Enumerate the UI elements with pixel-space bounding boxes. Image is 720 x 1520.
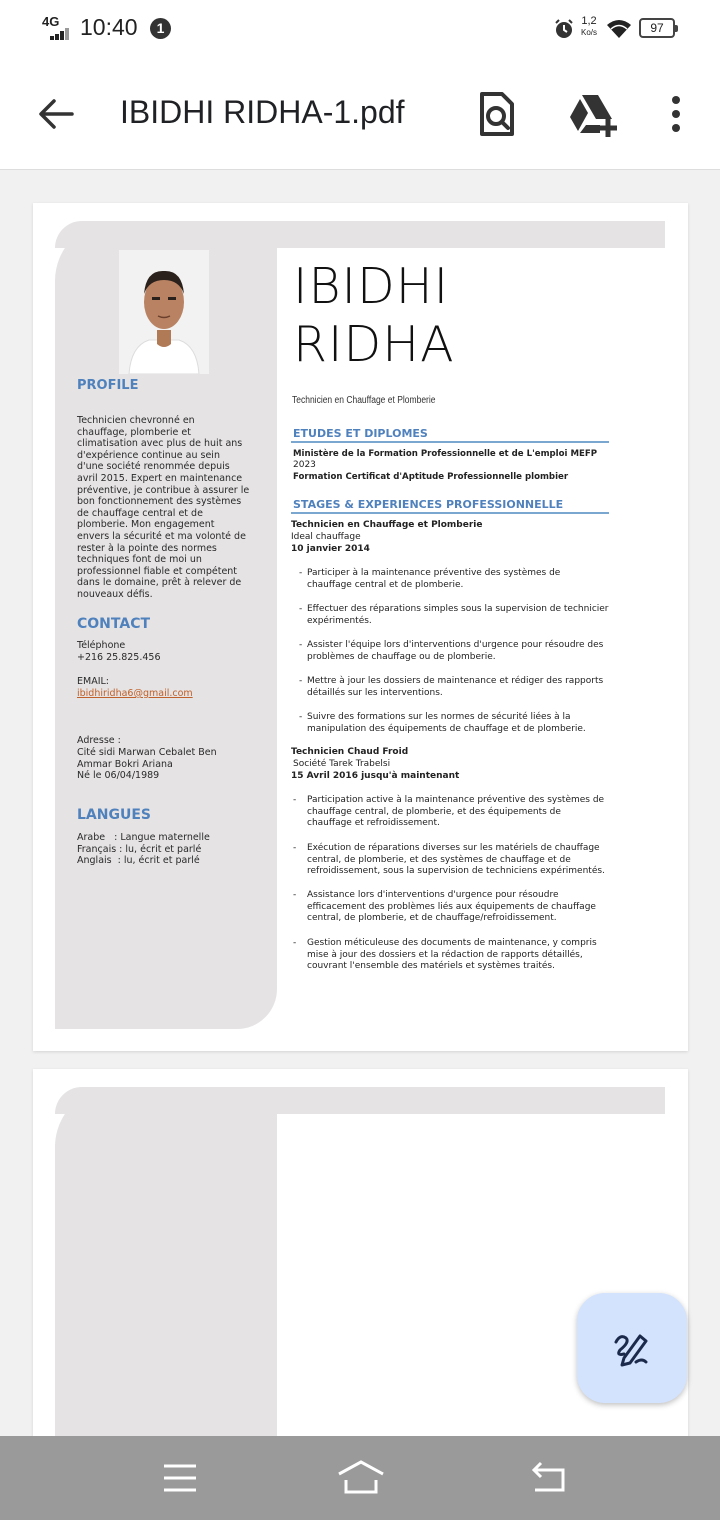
- education-heading: ETUDES ET DIPLOMES: [293, 427, 428, 440]
- address-label: Adresse :: [77, 735, 121, 746]
- top-band: [55, 1087, 665, 1114]
- back-icon[interactable]: [527, 1458, 571, 1498]
- job-bullet: - Participer à la maintenance préventive des systèmes de chauffage central et de plomberie.: [299, 568, 561, 590]
- job-bullet: - Suivre des formations sur les normes de sécurité liées à la manipulation des équipements de chauffage et de plomberie.: [299, 712, 586, 734]
- job-company-1: Ideal chauffage: [291, 532, 361, 542]
- language-item: Français : lu, écrit et parlé: [77, 844, 202, 855]
- candidate-name: IBIDHI RIDHA: [293, 258, 455, 373]
- contact-heading: CONTACT: [77, 616, 151, 632]
- divider: [291, 512, 609, 514]
- search-document-icon[interactable]: [474, 90, 518, 138]
- notification-count-badge: 1: [150, 18, 171, 39]
- education-institution: Ministère de la Formation Professionnelle et de L'emploi MEFP: [293, 449, 598, 459]
- job-bullet: - Effectuer des réparations simples sous la supervision de technicier expérimentés.: [299, 604, 609, 626]
- address-line-1: Cité sidi Marwan Cebalet Ben: [77, 747, 217, 758]
- profile-text: Technicien chevronné en chauffage, plomberie et climatisation avec plus de huit ans d'expérience continue au sein d'une société renommée depuis avril 2015. Expert en maintenance préventive, je contribue à assurer le bon fonctionnement des systèmes de chauffage central et de plomberie. Mon engagement envers la sécurité et ma volonté de rester à la pointe des normes techniques font de moi un professionnel fiable et compétent dans le domaine, prêt à relever de nouveaux défis.: [77, 415, 250, 600]
- back-arrow-icon[interactable]: [36, 94, 76, 134]
- document-title: IBIDHI RIDHA-1.pdf: [120, 94, 405, 130]
- job-title: Technicien en Chauffage et Plomberie: [292, 395, 436, 406]
- phone-number: +216 25.825.456: [77, 652, 161, 663]
- job-date-1: 10 janvier 2014: [291, 544, 370, 554]
- profile-heading: PROFILE: [77, 378, 139, 393]
- job-title-1: Technicien en Chauffage et Plomberie: [291, 520, 483, 530]
- signal-icon: [50, 28, 72, 40]
- address-line-2: Ammar Bokri Ariana: [77, 759, 173, 770]
- app-bar: [0, 58, 720, 170]
- language-item: Arabe : Langue maternelle: [77, 832, 210, 843]
- profile-photo: [119, 250, 209, 374]
- email-label: EMAIL:: [77, 676, 109, 687]
- languages-heading: LANGUES: [77, 807, 151, 823]
- network-speed: 1,2 Ko/s: [580, 15, 597, 37]
- birth-date: Né le 06/04/1989: [77, 770, 160, 781]
- job-company-2: Société Tarek Trabelsi: [293, 759, 391, 769]
- job-bullet: - Participation active à la maintenance préventive des systèmes de chauffage central, de plomberie, et des équipements de chauffage et refroidissement.: [293, 795, 605, 829]
- experience-heading: STAGES & EXPERIENCES PROFESSIONNELLE: [293, 498, 564, 511]
- battery-indicator: 97: [639, 18, 675, 38]
- education-year: 2023: [293, 460, 316, 470]
- home-icon[interactable]: [336, 1458, 386, 1498]
- status-bar: [0, 0, 720, 58]
- language-item: Anglais : lu, écrit et parlé: [77, 855, 200, 866]
- top-band: [55, 221, 665, 248]
- wifi-icon: [606, 18, 632, 40]
- job-date-2: 15 Avril 2016 jusqu'à maintenant: [291, 771, 460, 781]
- divider: [291, 441, 609, 443]
- alarm-icon: [553, 18, 575, 40]
- job-bullet: - Exécution de réparations diverses sur les matériels de chauffage central, de plomberie, et des systèmes de chauffage et de refroidissement, sous la supervision de techniciens expérimentés.: [293, 843, 605, 877]
- drive-add-icon[interactable]: [566, 91, 618, 139]
- phone-label: Téléphone: [77, 640, 126, 651]
- job-bullet: - Gestion méticuleuse des documents de maintenance, y compris mise à jour des dossiers et la rédaction de rapports détaillés, couvrant l'ensemble des matériels et systèmes traités.: [293, 938, 597, 972]
- edit-fab-button[interactable]: [577, 1293, 687, 1403]
- edit-pen-icon: [612, 1328, 652, 1368]
- pdf-page-1: [33, 203, 688, 1051]
- menu-icon[interactable]: [158, 1458, 202, 1498]
- network-type: 4G: [42, 14, 60, 29]
- navigation-bar: [0, 1436, 720, 1520]
- email-link[interactable]: ibidhiridha6@gmail.com: [77, 688, 193, 699]
- job-title-2: Technicien Chaud Froid: [291, 747, 409, 757]
- job-bullet: - Assister l'équipe lors d'interventions d'urgence pour résoudre des problèmes de chauffage ou de plomberie.: [299, 640, 604, 662]
- job-bullet: - Assistance lors d'interventions d'urgence pour résoudre efficacement des problèmes liés aux équipements de chauffage central, de plomberie, et de chauffage/refroidissement.: [293, 890, 596, 924]
- more-vert-icon[interactable]: [660, 92, 692, 136]
- education-diploma: Formation Certificat d'Aptitude Professionnelle plombier: [293, 472, 569, 482]
- clock: 10:40: [80, 14, 138, 40]
- job-bullet: - Mettre à jour les dossiers de maintenance et rédiger des rapports détaillés sur les interventions.: [299, 676, 604, 698]
